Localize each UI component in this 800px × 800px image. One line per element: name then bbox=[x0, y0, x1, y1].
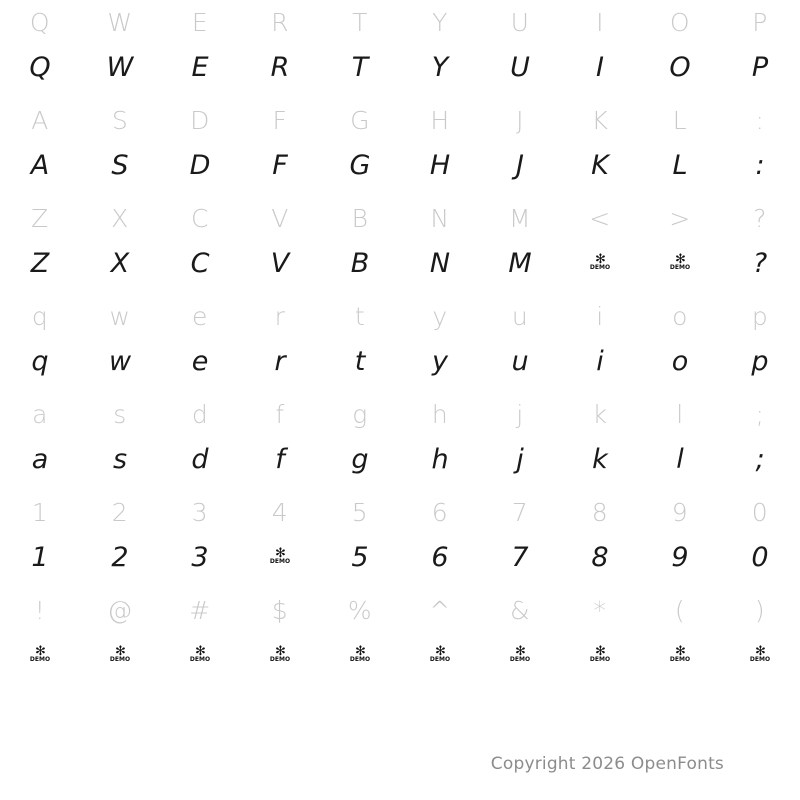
glyph-sample: F bbox=[272, 149, 288, 181]
demo-watermark-label: DEMO bbox=[509, 656, 531, 663]
glyph-sample: T bbox=[351, 51, 369, 83]
glyph-cell bbox=[640, 98, 720, 196]
glyph-reference: N bbox=[430, 203, 450, 233]
demo-watermark-icon bbox=[30, 632, 50, 678]
glyph-sample: 9 bbox=[671, 541, 689, 573]
demo-leaf-ornament-icon: ✻ bbox=[755, 644, 765, 659]
glyph-reference: 0 bbox=[751, 497, 769, 527]
glyph-cell bbox=[560, 588, 640, 686]
glyph-sample: 0 bbox=[751, 541, 769, 573]
glyph-reference: : bbox=[755, 105, 765, 135]
glyph-reference: B bbox=[351, 203, 369, 233]
glyph-cell bbox=[480, 196, 560, 294]
glyph-sample: k bbox=[592, 443, 608, 475]
glyph-reference: r bbox=[274, 301, 286, 331]
glyph-sample: L bbox=[672, 149, 688, 181]
demo-watermark-icon bbox=[510, 632, 530, 678]
glyph-cell bbox=[400, 0, 480, 98]
glyph-reference: W bbox=[107, 7, 133, 37]
demo-watermark-label: DEMO bbox=[269, 558, 291, 565]
glyph-sample: t bbox=[354, 345, 366, 377]
glyph-sample: ? bbox=[752, 247, 768, 279]
glyph-sample: q bbox=[31, 345, 49, 377]
glyph-cell bbox=[320, 0, 400, 98]
glyph-reference: ) bbox=[754, 595, 766, 625]
demo-leaf-ornament-icon: ✻ bbox=[35, 644, 45, 659]
glyph-sample: h bbox=[431, 443, 449, 475]
glyph-reference: j bbox=[516, 399, 524, 429]
demo-leaf-ornament-icon: ✻ bbox=[195, 644, 205, 659]
copyright-notice: Copyright 2026 OpenFonts bbox=[490, 754, 724, 774]
glyph-sample: C bbox=[190, 247, 210, 279]
glyph-reference: Q bbox=[29, 7, 51, 37]
demo-watermark-icon bbox=[190, 632, 210, 678]
demo-watermark-label: DEMO bbox=[669, 656, 691, 663]
glyph-cell bbox=[480, 490, 560, 588]
glyph-cell bbox=[80, 392, 160, 490]
glyph-cell bbox=[80, 588, 160, 686]
demo-leaf-ornament-icon: ✻ bbox=[115, 644, 125, 659]
glyph-sample: j bbox=[516, 443, 524, 475]
glyph-cell bbox=[400, 588, 480, 686]
glyph-cell bbox=[640, 196, 720, 294]
glyph-reference: K bbox=[591, 105, 609, 135]
glyph-reference: 1 bbox=[31, 497, 49, 527]
glyph-sample: : bbox=[755, 149, 765, 181]
glyph-cell bbox=[160, 196, 240, 294]
glyph-cell bbox=[160, 0, 240, 98]
glyph-reference: ? bbox=[753, 203, 767, 233]
glyph-reference: M bbox=[508, 203, 532, 233]
glyph-reference: 5 bbox=[351, 497, 369, 527]
glyph-reference: ; bbox=[755, 399, 765, 429]
glyph-cell bbox=[240, 196, 320, 294]
glyph-cell bbox=[560, 294, 640, 392]
glyph-sample: O bbox=[669, 51, 691, 83]
glyph-reference: 2 bbox=[111, 497, 129, 527]
glyph-sample: U bbox=[510, 51, 530, 83]
glyph-reference: D bbox=[190, 105, 210, 135]
glyph-cell bbox=[720, 392, 800, 490]
glyph-sample: w bbox=[108, 345, 132, 377]
glyph-cell bbox=[80, 0, 160, 98]
glyph-sample: y bbox=[432, 345, 448, 377]
glyph-reference: d bbox=[191, 399, 209, 429]
glyph-sample: f bbox=[275, 443, 285, 475]
glyph-reference: A bbox=[31, 105, 49, 135]
glyph-reference: w bbox=[109, 301, 131, 331]
glyph-cell bbox=[560, 490, 640, 588]
demo-leaf-ornament-icon: ✻ bbox=[275, 644, 285, 659]
glyph-reference: ( bbox=[674, 595, 686, 625]
glyph-reference: V bbox=[271, 203, 289, 233]
glyph-reference: ! bbox=[34, 595, 46, 625]
glyph-sample: p bbox=[751, 345, 769, 377]
glyph-cell bbox=[160, 392, 240, 490]
glyph-reference: $ bbox=[271, 595, 289, 625]
glyph-cell bbox=[560, 392, 640, 490]
glyph-reference: I bbox=[596, 7, 604, 37]
glyph-sample: M bbox=[508, 247, 532, 279]
glyph-cell bbox=[0, 196, 80, 294]
glyph-cell bbox=[640, 588, 720, 686]
glyph-cell bbox=[400, 294, 480, 392]
glyph-cell bbox=[560, 196, 640, 294]
glyph-sample: I bbox=[596, 51, 604, 83]
glyph-sample: o bbox=[671, 345, 689, 377]
demo-leaf-ornament-icon: ✻ bbox=[355, 644, 365, 659]
glyph-cell bbox=[160, 490, 240, 588]
glyph-reference: 7 bbox=[511, 497, 529, 527]
glyph-cell bbox=[160, 294, 240, 392]
glyph-reference: y bbox=[432, 301, 448, 331]
glyph-sample: S bbox=[111, 149, 129, 181]
glyph-reference: # bbox=[189, 595, 211, 625]
glyph-cell bbox=[720, 588, 800, 686]
glyph-sample: Q bbox=[29, 51, 51, 83]
glyph-sample: 8 bbox=[591, 541, 609, 573]
glyph-reference: g bbox=[352, 399, 368, 429]
glyph-cell bbox=[400, 392, 480, 490]
glyph-cell bbox=[320, 294, 400, 392]
glyph-cell bbox=[480, 98, 560, 196]
demo-watermark-label: DEMO bbox=[109, 656, 131, 663]
glyph-reference: Z bbox=[31, 203, 49, 233]
glyph-sample: d bbox=[191, 443, 209, 475]
demo-watermark-icon bbox=[270, 534, 290, 580]
glyph-cell bbox=[80, 294, 160, 392]
glyph-reference: p bbox=[751, 301, 769, 331]
glyph-sample: J bbox=[516, 149, 524, 181]
glyph-reference: R bbox=[271, 7, 289, 37]
glyph-sample: A bbox=[30, 149, 50, 181]
glyph-cell bbox=[400, 196, 480, 294]
glyph-cell bbox=[400, 490, 480, 588]
glyph-sample: Z bbox=[30, 247, 50, 279]
glyph-reference: T bbox=[352, 7, 368, 37]
glyph-cell bbox=[0, 490, 80, 588]
demo-leaf-ornament-icon: ✻ bbox=[275, 546, 285, 561]
glyph-sample: 5 bbox=[351, 541, 369, 573]
glyph-sample: N bbox=[429, 247, 451, 279]
glyph-cell bbox=[240, 490, 320, 588]
demo-leaf-ornament-icon: ✻ bbox=[675, 644, 685, 659]
glyph-sample: a bbox=[31, 443, 49, 475]
glyph-cell bbox=[720, 294, 800, 392]
glyph-reference: f bbox=[275, 399, 285, 429]
glyph-sample: e bbox=[191, 345, 209, 377]
demo-watermark-icon bbox=[430, 632, 450, 678]
demo-watermark-label: DEMO bbox=[749, 656, 771, 663]
glyph-reference: < bbox=[589, 203, 611, 233]
demo-watermark-icon bbox=[750, 632, 770, 678]
demo-leaf-ornament-icon: ✻ bbox=[675, 252, 685, 267]
glyph-cell bbox=[80, 490, 160, 588]
glyph-sample: E bbox=[191, 51, 209, 83]
demo-watermark-icon bbox=[350, 632, 370, 678]
demo-leaf-ornament-icon: ✻ bbox=[435, 644, 445, 659]
glyph-sample: Y bbox=[431, 51, 449, 83]
glyph-reference: U bbox=[510, 7, 530, 37]
glyph-reference: q bbox=[31, 301, 49, 331]
glyph-sample: B bbox=[350, 247, 370, 279]
glyph-reference: ^ bbox=[429, 595, 451, 625]
demo-leaf-ornament-icon: ✻ bbox=[515, 644, 525, 659]
demo-watermark-label: DEMO bbox=[429, 656, 451, 663]
demo-watermark-label: DEMO bbox=[669, 264, 691, 271]
demo-watermark-label: DEMO bbox=[349, 656, 371, 663]
demo-watermark-label: DEMO bbox=[589, 264, 611, 271]
glyph-reference: 3 bbox=[191, 497, 209, 527]
glyph-sample: 1 bbox=[31, 541, 49, 573]
demo-leaf-ornament-icon: ✻ bbox=[595, 252, 605, 267]
glyph-cell bbox=[560, 0, 640, 98]
glyph-cell bbox=[320, 588, 400, 686]
glyph-reference: l bbox=[676, 399, 684, 429]
glyph-sample: g bbox=[351, 443, 369, 475]
glyph-cell bbox=[480, 294, 560, 392]
glyph-cell bbox=[560, 98, 640, 196]
glyph-sample: P bbox=[751, 51, 769, 83]
glyph-reference: i bbox=[596, 301, 604, 331]
glyph-sample: G bbox=[349, 149, 371, 181]
glyph-cell bbox=[240, 588, 320, 686]
glyph-reference: O bbox=[669, 7, 691, 37]
demo-watermark-icon bbox=[670, 240, 690, 286]
glyph-cell bbox=[480, 588, 560, 686]
glyph-cell bbox=[320, 392, 400, 490]
glyph-sample: ; bbox=[755, 443, 765, 475]
glyph-cell bbox=[640, 0, 720, 98]
glyph-sample: K bbox=[591, 149, 609, 181]
glyph-sample: r bbox=[274, 345, 286, 377]
glyph-reference: a bbox=[32, 399, 48, 429]
glyph-cell bbox=[640, 294, 720, 392]
glyph-sample: s bbox=[112, 443, 128, 475]
glyph-sample: l bbox=[676, 443, 684, 475]
glyph-cell bbox=[0, 392, 80, 490]
glyph-cell bbox=[0, 0, 80, 98]
glyph-reference: C bbox=[191, 203, 209, 233]
glyph-cell bbox=[720, 0, 800, 98]
glyph-reference: P bbox=[752, 7, 768, 37]
glyph-cell bbox=[240, 0, 320, 98]
demo-leaf-ornament-icon: ✻ bbox=[595, 644, 605, 659]
glyph-reference: J bbox=[516, 105, 524, 135]
glyph-cell bbox=[640, 490, 720, 588]
glyph-reference: X bbox=[111, 203, 129, 233]
glyph-cell bbox=[480, 0, 560, 98]
glyph-cell bbox=[720, 196, 800, 294]
glyph-cell bbox=[320, 196, 400, 294]
demo-watermark-label: DEMO bbox=[29, 656, 51, 663]
demo-watermark-label: DEMO bbox=[589, 656, 611, 663]
glyph-cell bbox=[240, 98, 320, 196]
glyph-sample: 6 bbox=[431, 541, 449, 573]
glyph-reference: & bbox=[510, 595, 530, 625]
glyph-cell bbox=[640, 392, 720, 490]
glyph-reference: % bbox=[347, 595, 373, 625]
demo-watermark-icon bbox=[110, 632, 130, 678]
glyph-reference: u bbox=[511, 301, 529, 331]
glyph-reference: 9 bbox=[671, 497, 689, 527]
glyph-cell bbox=[720, 98, 800, 196]
glyph-sample: H bbox=[429, 149, 451, 181]
glyph-reference: E bbox=[191, 7, 209, 37]
glyph-reference: t bbox=[354, 301, 366, 331]
glyph-cell bbox=[320, 490, 400, 588]
glyph-reference: H bbox=[430, 105, 450, 135]
glyph-cell bbox=[320, 98, 400, 196]
glyph-sample: 2 bbox=[111, 541, 129, 573]
glyph-cell bbox=[720, 490, 800, 588]
glyph-cell bbox=[400, 98, 480, 196]
glyph-reference: 4 bbox=[271, 497, 289, 527]
glyph-sample: X bbox=[110, 247, 130, 279]
glyph-sample: 7 bbox=[511, 541, 529, 573]
glyph-sample: V bbox=[270, 247, 290, 279]
demo-watermark-icon bbox=[590, 632, 610, 678]
glyph-cell bbox=[160, 98, 240, 196]
glyph-reference: 8 bbox=[591, 497, 609, 527]
glyph-sample: i bbox=[596, 345, 604, 377]
glyph-cell bbox=[0, 98, 80, 196]
glyph-reference: L bbox=[672, 105, 688, 135]
glyph-reference: @ bbox=[107, 595, 133, 625]
glyph-cell bbox=[0, 588, 80, 686]
glyph-reference: F bbox=[272, 105, 288, 135]
glyph-reference: Y bbox=[432, 7, 448, 37]
demo-watermark-icon bbox=[670, 632, 690, 678]
glyph-sample: R bbox=[270, 51, 290, 83]
glyph-cell bbox=[80, 196, 160, 294]
glyph-reference: k bbox=[592, 399, 608, 429]
glyph-reference: o bbox=[672, 301, 688, 331]
demo-watermark-icon bbox=[270, 632, 290, 678]
demo-watermark-label: DEMO bbox=[189, 656, 211, 663]
glyph-cell bbox=[80, 98, 160, 196]
glyph-sample: D bbox=[189, 149, 211, 181]
glyph-cell bbox=[0, 294, 80, 392]
glyph-cell bbox=[480, 392, 560, 490]
glyph-cell bbox=[240, 392, 320, 490]
glyph-reference: h bbox=[431, 399, 449, 429]
demo-watermark-icon bbox=[590, 240, 610, 286]
glyph-sample: u bbox=[511, 345, 529, 377]
glyph-sample: 3 bbox=[191, 541, 209, 573]
glyph-reference: 6 bbox=[431, 497, 449, 527]
glyph-sample: W bbox=[106, 51, 134, 83]
glyph-reference: G bbox=[350, 105, 370, 135]
glyph-reference: * bbox=[593, 595, 607, 625]
glyph-reference: > bbox=[669, 203, 691, 233]
demo-watermark-label: DEMO bbox=[269, 656, 291, 663]
glyph-reference: e bbox=[192, 301, 208, 331]
glyph-cell bbox=[160, 588, 240, 686]
glyph-cell bbox=[240, 294, 320, 392]
glyph-reference: S bbox=[111, 105, 129, 135]
glyph-reference: s bbox=[113, 399, 127, 429]
